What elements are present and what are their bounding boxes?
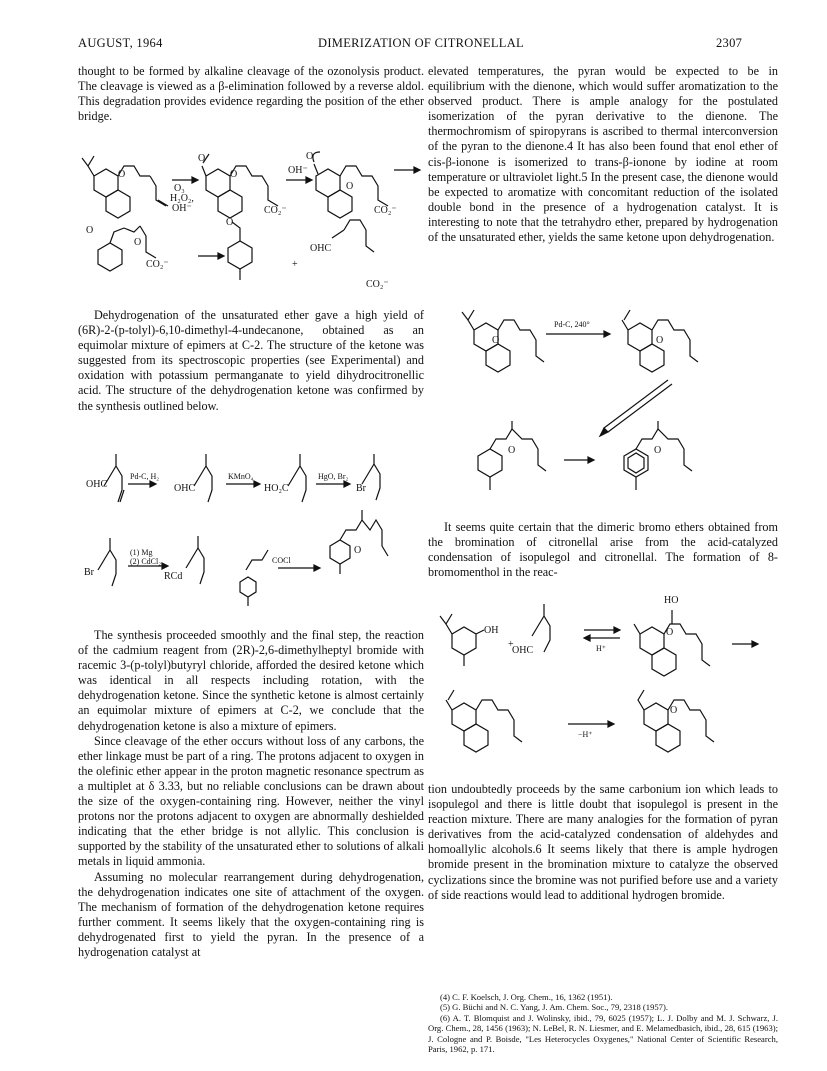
label-o-14: O [670,705,678,716]
label-co2-2: CO₂⁻ [374,205,397,216]
scheme-dehydrogenation-drawing [428,300,778,510]
label-o-4: O [306,151,314,162]
right-col-block-2 [428,520,778,580]
label-oh-minus-1: OH⁻ [172,203,192,214]
label-o-5: O [346,181,354,192]
label-ohc-1: OHC [310,243,332,254]
right-paragraph-1: elevated temperatures, the pyran would be expected to be in equilibrium with the dienone, which would suffer aromatization to the observed product. There is ample analogy for the postulated isomerization of the pyran derivative to the dienone. The thermochromism of spiropyrans is ascribed to thermal interconversion of the pyran to the dienone.4 It has also been found that enol ether of cis-β-ionone is isomerized to trans-β-ionone by iodine at room temperature or ultraviolet light.5 In the present case, the dienone would be expected to aromatize with concomitant reduction of the isolated double bond in the presence of a hydrogenation catalyst. It is interesting to note that the tetrahydro ether, prepared by hydrogenation of the unsaturated ether, yields the same ketone upon dehydrogenation. [428,64,778,245]
left-paragraph-3: The synthesis proceeded smoothly and the final step, the reaction of the cadmium reagent from (2R)-2,6-dimethylheptyl bromide with racemic 3-(p-tolyl)butyryl chloride, afforded the desired ketone which was identical in all respects including rotation, with the dehydrogenation ketone. Since the synthetic ketone is almost certainly an equimolar mixture of epimers at C-2, we conclude that the dehydrogenation ketone is also a mixture of epimers. [78,628,424,733]
label-h2o2: H₂O₂, [170,193,194,204]
label-o-1: O [118,169,126,180]
label-cdcl2: (2) CdCl₂ [130,557,162,566]
footnotes [428,992,778,1054]
running-header-left: AUGUST, 1964 [78,36,163,50]
label-o-10: O [656,335,664,346]
right-col-block-3 [428,782,778,903]
label-ohc-3: OHC [174,483,196,494]
label-br-1: Br [356,483,366,494]
footnote-5: (5) G. Büchi and N. C. Yang, J. Am. Chem. Soc., 79, 2318 (1957). [440,1002,668,1013]
label-plus-2: + [508,639,514,650]
label-o-3: O [230,169,238,180]
label-o-7: O [134,237,142,248]
left-paragraph-2: Dehydrogenation of the unsaturated ether gave a high yield of (6R)-2-(p-tolyl)-6,10-dimethyl-4-undecanone, obtained as an equimolar mixture of epimers at C-2. The structure of the ketone was suggested from its spectroscopic properties (see Experimental) and oxidation with potassium permanganate to yield dihydrocitronellic acid. The structure of the dehydrogenation ketone was confirmed by the synthesis outlined below. [78,308,424,413]
right-paragraph-3: tion undoubtedly proceeds by the same carbonium ion which leads to isopulegol and there is little doubt that isopulegol is present in the reaction mixture. There are many analogies for the formation of pyran derivatives from the acid-catalyzed condensation of aldehydes and homoallylic alcohols.6 It seems likely that there is ample hydrogen bromide present in the bromination mixture to catalyze the observed cyclizations since the bromine was not purified before use and a variety of side reactions would lead to additional hydrogen bromide. [428,782,778,902]
label-plus-1: + [292,259,298,270]
label-hgo-br2: HgO, Br₂ [318,472,349,481]
label-h-plus: H⁺ [596,644,606,653]
label-pd-c-240: Pd-C, 240° [554,320,590,329]
scheme-dehydrogenation [428,300,778,510]
left-paragraph-1: thought to be formed by alkaline cleavage of the ozonolysis product. The cleavage is viewed as a β-elimination followed by a reverse aldol. This degradation provides evidence regarding the position of the ether bridge. [78,64,424,124]
left-paragraph-4: Since cleavage of the ether occurs without loss of any carbons, the ether linkage must be part of a ring. The protons adjacent to oxygen in the olefinic ether appear in the proton magnetic resonance spectrum as a multiplet at δ 3.33, but no reliable conclusions can be drawn about the size of the oxygen-containing ring. However, neither the vinyl protons nor the protons adjacent to oxygen are abnormally deshielded indicating that the ether bridge is not allylic. This conclusion is supported by the stability of the unsaturated ether to solutions of alkali metals in liquid ammonia. [78,733,424,869]
label-minus-h-plus: −H⁺ [578,730,593,739]
left-col-block-2 [78,308,424,414]
label-o-ketone: O [354,545,362,556]
label-o-6: O [86,225,94,236]
right-col-block-1 [428,64,778,245]
left-col-block-1 [78,64,424,124]
label-o-8: O [226,217,234,228]
left-paragraph-5: Assuming no molecular rearrangement during dehydrogenation, the dehydrogenation indicates one site of attachment of the oxygen. The mechanism of formation of the dehydrogenation ketone requires further comment. It seems likely that the oxygen-containing ring is dehydrogenated first to yield the pyran. In the presence of a hydrogenation catalyst at [78,869,424,959]
label-o3: O₃ [174,183,185,194]
label-ho2c: HO₂C [264,483,289,494]
right-paragraph-2: It seems quite certain that the dimeric bromo ethers obtained from the bromination of citronellal arise from the acid-catalyzed condensation of isopulegol and citronellal. The formation of 8-bromomenthol in the reac- [428,520,778,580]
label-kmno4: KMnO₄ [228,472,254,481]
label-co2-3: CO₂⁻ [146,259,169,270]
scheme-ozonolysis [78,140,424,300]
label-o-11: O [508,445,516,456]
scheme-condensation-drawing [428,594,778,774]
scheme-synthesis [78,450,424,618]
label-cocl: COCl [272,556,291,565]
label-ohc-2: OHC [86,479,108,490]
label-co2-4: CO₂⁻ [366,279,389,290]
footnote-6: (6) A. T. Blomquist and J. Wolinsky, ibid., 79, 6025 (1957); L. J. Dolby and M. J. Schwarz, J. Org. Chem., 28, 1456 (1963); N. LeBel, R. N. Liesmer, and E. Melamedbasich, ibid., 28, 615 (1963); J. Cologne and P. Boisde, "Les Heterocycles Oxygenes," National Center of Scientific Research, Paris, 1962, p. 171. [428,1012,778,1055]
label-oh: OH [484,625,499,636]
running-header-title: DIMERIZATION OF CITRONELLAL [318,36,524,50]
page-number: 2307 [716,36,743,50]
scheme-ozonolysis-drawing [78,140,424,300]
label-o-2: O [198,153,206,164]
label-o-9: O [492,335,500,346]
label-pd-c-h2: Pd-C, H₂ [130,472,160,481]
label-oh-minus-2: OH⁻ [288,165,308,176]
label-rcd: RCd [164,571,183,582]
label-co2-1: CO₂⁻ [264,205,287,216]
label-o-13: O [666,627,674,638]
scheme-condensation [428,594,778,774]
left-col-block-3 [78,628,424,960]
label-mg: (1) Mg [130,548,153,557]
label-ho: HO [664,595,679,606]
label-ohc-4: OHC [512,645,534,656]
label-br-2: Br [84,567,94,578]
footnote-4: (4) C. F. Koelsch, J. Org. Chem., 16, 1362 (1951). [440,992,613,1002]
label-o-12: O [654,445,662,456]
